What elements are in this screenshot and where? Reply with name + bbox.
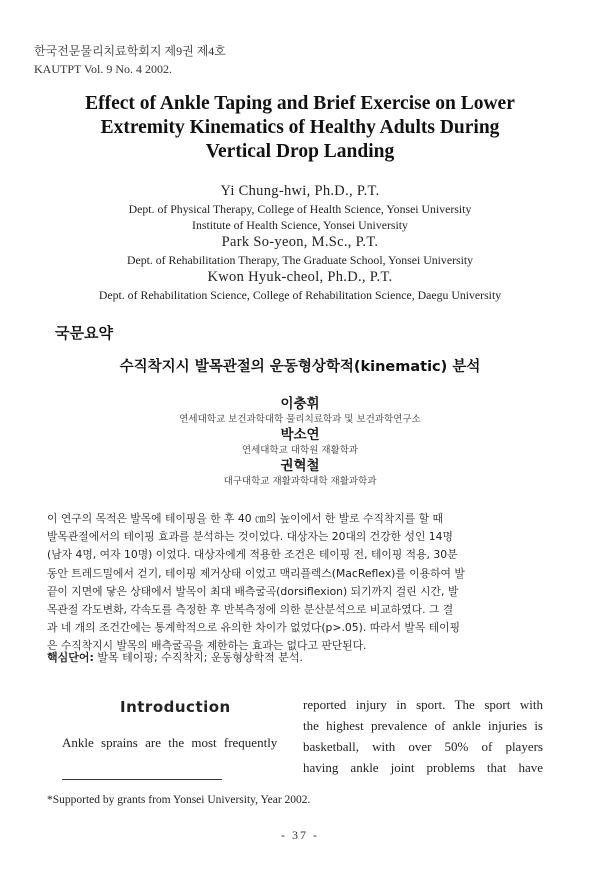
keywords-label: 핵심단어: xyxy=(47,651,94,664)
korean-author-name: 박소연 xyxy=(280,427,320,443)
title-line: Extremity Kinematics of Healthy Adults During xyxy=(100,117,500,138)
korean-author-dept: 연세대학교 보건과학대학 물리치료학과 및 보건과학연구소 xyxy=(179,414,421,425)
author-dept: Dept. of Rehabilitation Therapy, The Graduate School, Yonsei University xyxy=(126,253,474,267)
korean-author-dept: 대구대학교 재활과학대학 재활과학과 xyxy=(223,476,377,487)
korean-author-name: 이충휘 xyxy=(280,396,320,412)
abstract-line: (남자 4명, 여자 10명) 이었다. 대상자에게 적용한 조건은 테이핑 전, 테이핑 적용, 30분 xyxy=(47,548,458,562)
body-line: reported injury in sport. The sport with xyxy=(303,697,543,712)
title-line: Effect of Ankle Taping and Brief Exercise on Lower xyxy=(85,93,515,114)
korean-abstract xyxy=(47,510,557,656)
abstract-line: 동안 트레드밀에서 걷기, 테이핑 제거상태 이었고 맥리플렉스(MacReflex)를 이용하여 발 xyxy=(47,566,465,580)
right-column-text xyxy=(303,694,543,778)
keywords xyxy=(47,649,303,665)
paper-title xyxy=(20,92,580,164)
keywords-text: 발목 테이핑; 수직착지; 운동형상학적 분석. xyxy=(93,651,303,664)
footnote-divider xyxy=(62,779,222,780)
abstract-line: 목관절 각도변화, 각속도를 측정한 후 반복측정에 의한 분산분석으로 비교하였다. 그 결 xyxy=(47,603,454,617)
author-dept: Dept. of Rehabilitation Science, College of Rehabilitation Science, Daegu University xyxy=(98,288,502,302)
journal-volume-line: KAUTPT Vol. 9 No. 4 2002. xyxy=(34,62,173,76)
journal-header xyxy=(34,42,226,78)
author-dept: Institute of Health Science, Yonsei University xyxy=(192,218,408,232)
author-dept: Dept. of Physical Therapy, College of Health Science, Yonsei University xyxy=(128,202,472,216)
page-number: - 37 - xyxy=(281,828,319,842)
abstract-line: 끝이 지면에 닿은 상태에서 발목이 최대 배측굴곡(dorsiflexion) 되기까지 걸린 시간, 발 xyxy=(47,584,459,598)
title-line: Vertical Drop Landing xyxy=(205,141,395,162)
korean-author-name: 권혁철 xyxy=(280,458,320,474)
body-line: basketball, with over 50% of players xyxy=(303,739,543,754)
body-line: the highest prevalence of ankle injuries is xyxy=(303,718,543,733)
abstract-line: 은 수직착지시 발목의 배측굴곡을 제한하는 효과는 없다고 판단된다. xyxy=(47,639,367,653)
author-name: Park So-yeon, M.Sc., P.T. xyxy=(221,234,379,250)
abstract-line: 발목관절에서의 테이핑 효과를 분석하는 것이었다. 대상자는 20대의 건강한 성인 14명 xyxy=(47,530,453,544)
korean-author-dept: 연세대학교 대학원 재활학과 xyxy=(241,445,359,456)
introduction-heading: Introduction xyxy=(120,698,231,716)
abstract-line: 이 연구의 목적은 발목에 테이핑을 한 후 40 ㎝의 높이에서 한 발로 수직착지를 할 때 xyxy=(47,512,443,525)
author-name: Kwon Hyuk-cheol, Ph.D., P.T. xyxy=(207,269,393,285)
abstract-line: 과 네 개의 조건간에는 통계학적으로 유의한 차이가 없었다(p>.05). 따라서 발목 테이핑 xyxy=(47,621,460,635)
author-affiliations xyxy=(20,182,580,303)
left-column-text: Ankle sprains are the most frequently xyxy=(62,735,278,750)
author-name: Yi Chung-hwi, Ph.D., P.T. xyxy=(220,183,380,199)
body-line: having ankle joint problems that have xyxy=(303,760,543,775)
korean-authors xyxy=(20,396,580,489)
footnote: *Supported by grants from Yonsei University, Year 2002. xyxy=(47,794,311,806)
korean-title: 수직착지시 발목관절의 운동형상학적(kinematic) 분석 xyxy=(119,359,481,375)
korean-abstract-heading: 국문요약 xyxy=(55,324,113,342)
journal-korean-line: 한국전문물리치료학회지 제9권 제4호 xyxy=(34,44,226,58)
